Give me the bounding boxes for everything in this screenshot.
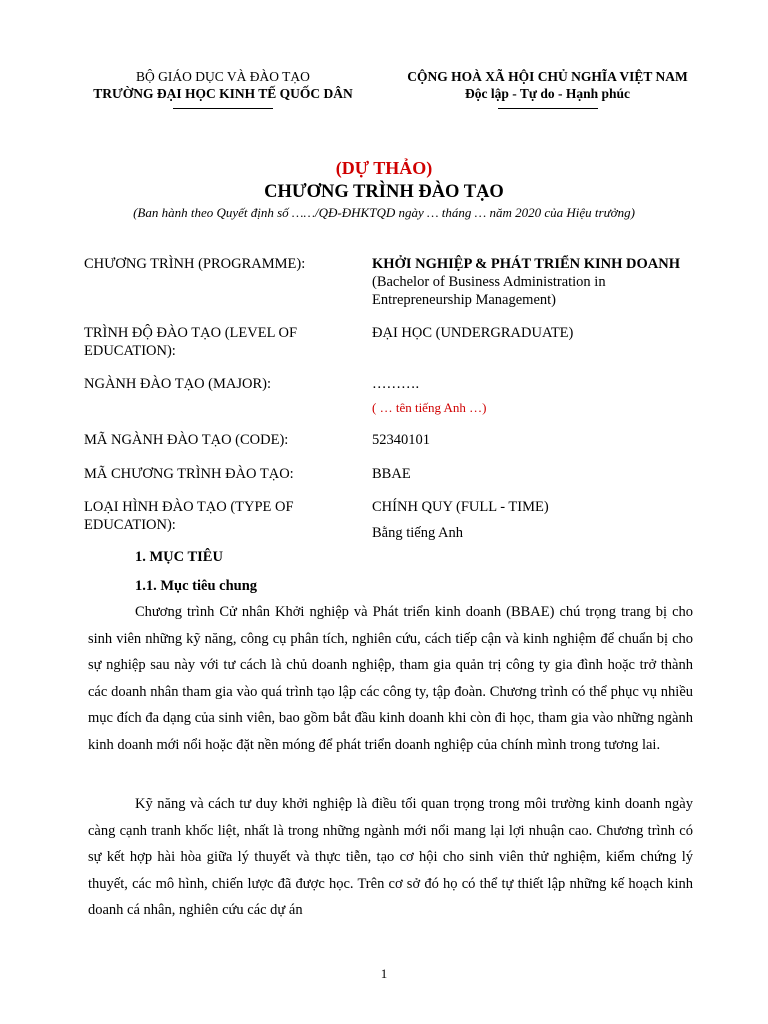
code-label: MÃ NGÀNH ĐÀO TẠO (CODE): [84, 432, 289, 448]
level-label: TRÌNH ĐỘ ĐÀO TẠO (LEVEL OF EDUCATION): [84, 325, 298, 359]
type-language: Bằng tiếng Anh [372, 525, 464, 541]
level-value: ĐẠI HỌC (UNDERGRADUATE) [372, 325, 574, 341]
type-value-block [372, 498, 707, 542]
national-header [370, 68, 725, 109]
type-label: LOẠI HÌNH ĐÀO TẠO (TYPE OF EDUCATION): [84, 499, 294, 533]
ministry-name: BỘ GIÁO DỤC VÀ ĐÀO TẠO [136, 69, 310, 84]
title-block [0, 156, 768, 222]
programme-name: KHỞI NGHIỆP & PHÁT TRIỂN KINH DOANH [372, 256, 681, 272]
country-name: CỘNG HOÀ XÃ HỘI CHỦ NGHĨA VIỆT NAM [407, 69, 688, 84]
program-code-label: MÃ CHƯƠNG TRÌNH ĐÀO TẠO: [84, 466, 294, 482]
major-label: NGÀNH ĐÀO TẠO (MAJOR): [84, 376, 272, 392]
document-title: CHƯƠNG TRÌNH ĐÀO TẠO [264, 182, 504, 202]
major-value: ………. [372, 376, 420, 392]
university-name: TRƯỜNG ĐẠI HỌC KINH TẾ QUỐC DÂN [93, 86, 353, 101]
type-value: CHÍNH QUY (FULL - TIME) [372, 499, 549, 515]
national-motto: Độc lập - Tự do - Hạnh phúc [464, 86, 631, 101]
page-number: 1 [380, 966, 388, 981]
ministry-header [58, 68, 388, 109]
programme-label: CHƯƠNG TRÌNH (PROGRAMME): [84, 256, 306, 272]
programme-english: (Bachelor of Business Administration in Entrepreneurship Management) [372, 274, 606, 308]
code-value: 52340101 [372, 432, 430, 448]
paragraph-1: Chương trình Cử nhân Khởi nghiệp và Phát triển kinh doanh (BBAE) chú trọng trang bị cho sinh viên những kỹ năng, công cụ phân tích, nghiên cứu, cách tiếp cận và kinh nghiệm để chuẩn bị cho sự nghiệp sau này với tư cách là chủ doanh nghiệp, tham gia quản trị công ty gia đình hoặc trở thành các doanh nhân tham gia vào quá trình tạo lập các công ty, tập đoàn. Chương trình có thể phục vụ nhiều mục đích đa dạng của sinh viên, bao gồm bắt đầu kinh doanh khi còn đi học, tham gia vào những ngành kinh doanh mới nổi hoặc đặt nền móng để phát triển doanh nghiệp của chính mình trong tương lai. [88, 604, 693, 753]
major-value-block [372, 375, 707, 417]
header-left-rule [173, 108, 273, 109]
draft-label: (DỰ THẢO) [335, 158, 433, 178]
header-right-rule [498, 108, 598, 109]
section-heading-objectives: 1. MỤC TIÊU [135, 549, 223, 565]
document-subtitle: (Ban hành theo Quyết định số ……/QĐ-ĐHKTQD ngày … tháng … năm 2020 của Hiệu trưởng) [133, 205, 635, 220]
major-english-name: ( … tên tiếng Anh …) [372, 400, 487, 415]
section-heading-general-objectives: 1.1. Mục tiêu chung [135, 578, 258, 594]
paragraph-2: Kỹ năng và cách tư duy khởi nghiệp là điều tối quan trọng trong môi trường kinh doanh ngày càng cạnh tranh khốc liệt, nhất là trong những ngành mới nổi mang lại lợi nhuận cao. Chương trình có sự kết hợp hài hòa giữa lý thuyết và thực tiễn, tạo cơ hội cho sinh viên thử nghiệm, kiểm chứng lý thuyết, các mô hình, chiến lược đã được học. Trên cơ sở đó họ có thể tự thiết lập những kế hoạch kinh doanh cá nhân, nghiên cứu các dự án [88, 796, 693, 918]
programme-value [372, 255, 707, 309]
program-code-value: BBAE [372, 466, 411, 482]
